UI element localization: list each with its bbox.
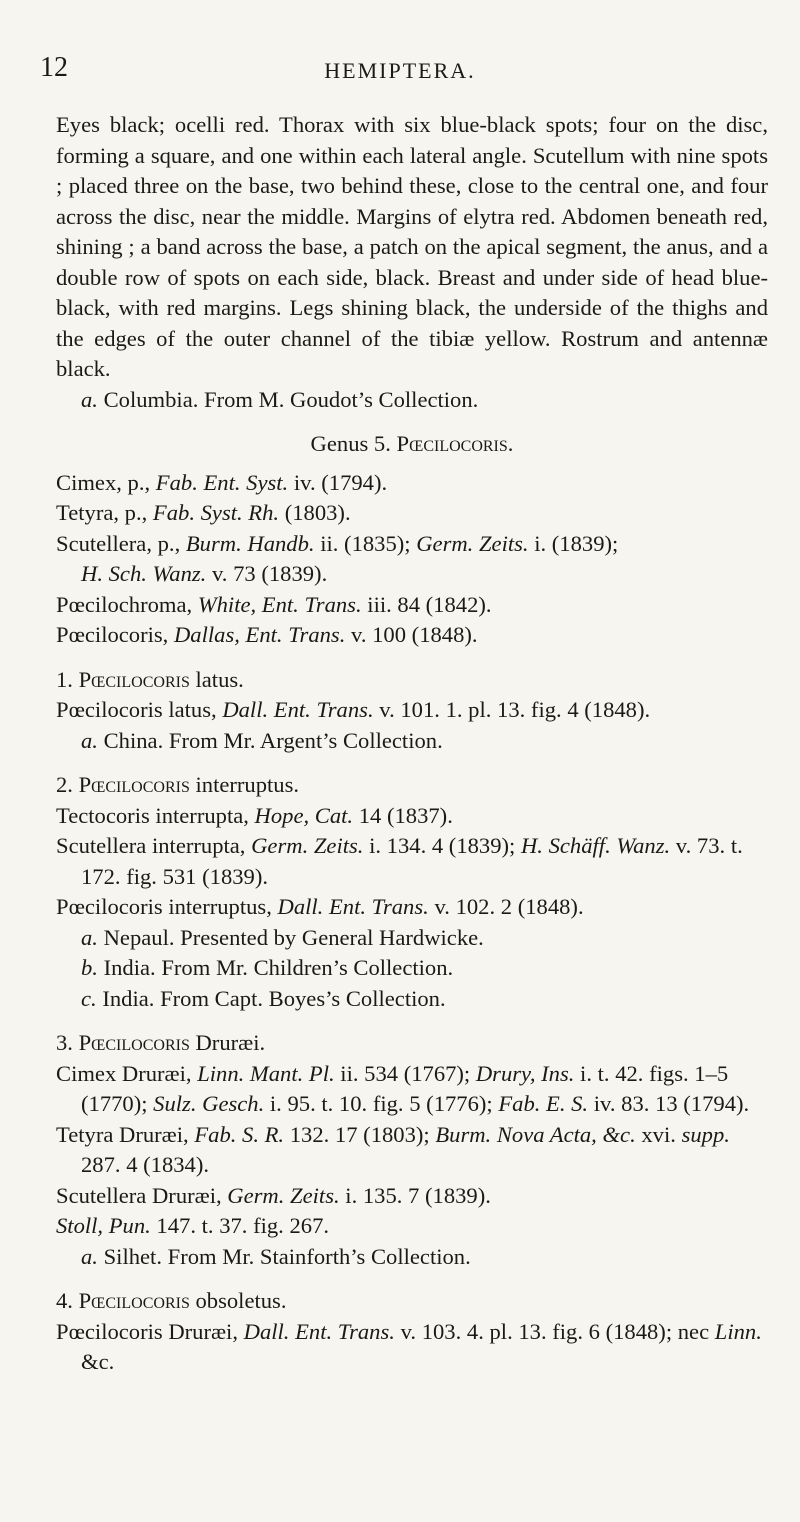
citation-text: Genus 5. [310, 431, 397, 456]
citation-text: Druræi. [189, 1030, 266, 1055]
italic-citation-text: Dall. Ent. Trans. [277, 894, 429, 919]
italic-citation-text: Germ. Zeits. [227, 1182, 340, 1208]
italic-citation-text: White, Ent. Trans. [197, 591, 362, 617]
italic-citation-text: a. [81, 924, 98, 950]
citation-text: Scutellera interrupta, [56, 833, 252, 858]
citation-text: India. From Mr. Children’s Collection. [103, 955, 454, 980]
citation-text: 132. 17 (1803); [284, 1121, 436, 1147]
citation-text: 14 (1837). [353, 802, 453, 828]
citation-text: i. 135. 7 (1839). [339, 1182, 491, 1208]
citation-text: latus. [189, 666, 244, 692]
citation-text: Scutellera, p., [56, 530, 186, 556]
citation-text: i. 95. t. 10. fig. 5 (1776); [264, 1091, 499, 1116]
italic-citation-text: Fab. S. R. [194, 1121, 285, 1147]
species-description: Eyes black; ocelli red. Thorax with six blue-black spots; four on the disc, forming a square, and one within each lateral angle. Scutellum with nine spots ; placed three on the base, two behind these, close to the central one, and four across the disc, near the middle. Margins of elytra red. Abdomen beneath red, shining ; a band across the base, a patch on the apical segment, the anus, and a double row of spots on each side, black. Breast and under side of head blue-black, with red margins. Legs shining black, the underside of the thighs and the edges of the outer channel of the tibiæ yellow. Rostrum and antennæ black. [56, 112, 768, 381]
reference-entry [56, 892, 768, 923]
citation-text: obsoletus. [189, 1288, 287, 1313]
italic-citation-text: Germ. Zeits. [251, 833, 364, 858]
reference-entry [56, 1181, 768, 1212]
italic-citation-text: a. [81, 1243, 98, 1269]
italic-citation-text: Drury, Ins. [475, 1060, 575, 1086]
citation-text: Pœcilocoris [78, 1288, 190, 1313]
citation-text: Cimex, p., [56, 469, 156, 495]
italic-citation-text: Sulz. Gesch. [153, 1091, 265, 1116]
synonym-entry [56, 590, 768, 621]
citation-text: Cimex Druræi, [56, 1060, 198, 1086]
specimen-entry [56, 385, 768, 416]
reference-entry [56, 1317, 768, 1378]
citation-text: v. 102. 2 (1848). [428, 894, 584, 919]
page-number: 12 [40, 52, 68, 83]
italic-citation-text: Fab. Syst. Rh. [152, 500, 280, 525]
citation-text: Pœcilocoris [78, 772, 190, 797]
italic-citation-text: Dallas, Ent. Trans. [173, 622, 346, 647]
citation-text: 4. [56, 1288, 79, 1313]
italic-citation-text: c. [81, 985, 97, 1011]
italic-citation-text: Burm. Handb. [185, 530, 315, 556]
citation-text: 1. [56, 666, 79, 692]
citation-text: i. 134. 4 (1839); [363, 833, 521, 858]
synonym-entry [56, 529, 768, 590]
italic-citation-text: Fab. E. S. [498, 1091, 589, 1116]
citation-text: v. 73. t. 172. fig. 531 (1839). [81, 833, 743, 889]
synonym-entry [56, 620, 768, 651]
citation-text: xvi. [635, 1121, 682, 1147]
citation-text: Nepaul. Presented by General Hardwicke. [103, 924, 484, 950]
italic-citation-text: a. [81, 727, 98, 753]
citation-text: iv. (1794). [288, 469, 388, 495]
citation-text: Tetyra Druræi, [56, 1121, 195, 1147]
citation-text: Pœcilocoris [78, 1030, 190, 1055]
citation-text: ii. (1835); [314, 530, 417, 556]
specimen-entry [56, 1242, 768, 1273]
italic-citation-text: Linn. [714, 1318, 762, 1344]
citation-text: 147. t. 37. fig. 267. [150, 1213, 330, 1238]
citation-text: Pœcilocoris Druræi, [56, 1318, 244, 1344]
genus-heading [56, 429, 768, 460]
page-body [56, 110, 768, 1378]
reference-entry [56, 1059, 768, 1120]
citation-text: &c. [81, 1349, 115, 1374]
citation-text: Pœcilochroma, [56, 591, 198, 617]
citation-text: 2. [56, 772, 79, 797]
page-header [0, 52, 800, 92]
species-heading [56, 1286, 768, 1317]
citation-text: iv. 83. 13 (1794). [588, 1091, 750, 1116]
specimen-entry [56, 923, 768, 954]
italic-citation-text: b. [81, 955, 98, 980]
synonym-entry [56, 498, 768, 529]
citation-text: interruptus. [189, 772, 300, 797]
italic-citation-text: Germ. Zeits. [416, 530, 529, 556]
citation-text: India. From Capt. Boyes’s Collection. [102, 985, 446, 1011]
citation-text: v. 103. 4. pl. 13. fig. 6 (1848); nec [394, 1318, 715, 1344]
italic-citation-text: Dall. Ent. Trans. [243, 1318, 395, 1344]
citation-text: ii. 534 (1767); [334, 1060, 476, 1086]
citation-text: Silhet. From Mr. Stainforth’s Collection. [103, 1243, 471, 1269]
running-head: HEMIPTERA. [324, 58, 476, 83]
italic-citation-text: Hope, Cat. [254, 802, 354, 828]
italic-citation-text: supp. [681, 1121, 730, 1147]
citation-text: Tectocoris interrupta, [56, 802, 255, 828]
genus-name: Pœcilocoris. [396, 431, 514, 456]
citation-text: China. From Mr. Argent’s Collection. [103, 727, 443, 753]
specimen-entry [56, 953, 768, 984]
specimen-entry [56, 726, 768, 757]
synonym-entry [56, 468, 768, 499]
citation-text: iii. 84 (1842). [361, 591, 492, 617]
citation-text: Pœcilocoris [78, 666, 190, 692]
species-heading [56, 1028, 768, 1059]
italic-citation-text: Burm. Nova Acta, &c. [435, 1121, 636, 1147]
reference-entry [56, 1211, 768, 1242]
citation-text: Pœcilocoris, [56, 622, 174, 647]
citation-text: 3. [56, 1030, 79, 1055]
reference-entry [56, 1120, 768, 1181]
species-heading [56, 770, 768, 801]
citation-text: v. 73 (1839). [206, 561, 328, 586]
citation-text: v. 100 (1848). [345, 622, 478, 647]
specimen-letter: a. [81, 386, 98, 412]
italic-citation-text: Fab. Ent. Syst. [155, 469, 289, 495]
citation-text: Pœcilocoris latus, [56, 697, 223, 722]
citation-text: Tetyra, p., [56, 500, 153, 525]
reference-entry [56, 801, 768, 832]
citation-text: Pœcilocoris interruptus, [56, 894, 278, 919]
citation-text: Scutellera Druræi, [56, 1182, 228, 1208]
citation-text: v. 101. 1. pl. 13. fig. 4 (1848). [373, 697, 651, 722]
citation-text: i. (1839); [528, 530, 619, 556]
italic-citation-text: H. Sch. Wanz. [81, 561, 207, 586]
italic-citation-text: Dall. Ent. Trans. [222, 697, 374, 722]
italic-citation-text: H. Schäff. Wanz. [520, 833, 671, 858]
citation-text: i. t. 42. figs. 1–5 (1770); [81, 1060, 729, 1116]
species-heading [56, 665, 768, 696]
specimen-text: Columbia. From M. Goudot’s Collection. [103, 386, 479, 412]
reference-entry [56, 695, 768, 726]
specimen-entry [56, 984, 768, 1015]
italic-citation-text: Linn. Mant. Pl. [197, 1060, 335, 1086]
italic-citation-text: Stoll, Pun. [56, 1213, 151, 1238]
reference-entry [56, 831, 768, 892]
citation-text: 287. 4 (1834). [81, 1152, 210, 1177]
citation-text: (1803). [279, 500, 351, 525]
